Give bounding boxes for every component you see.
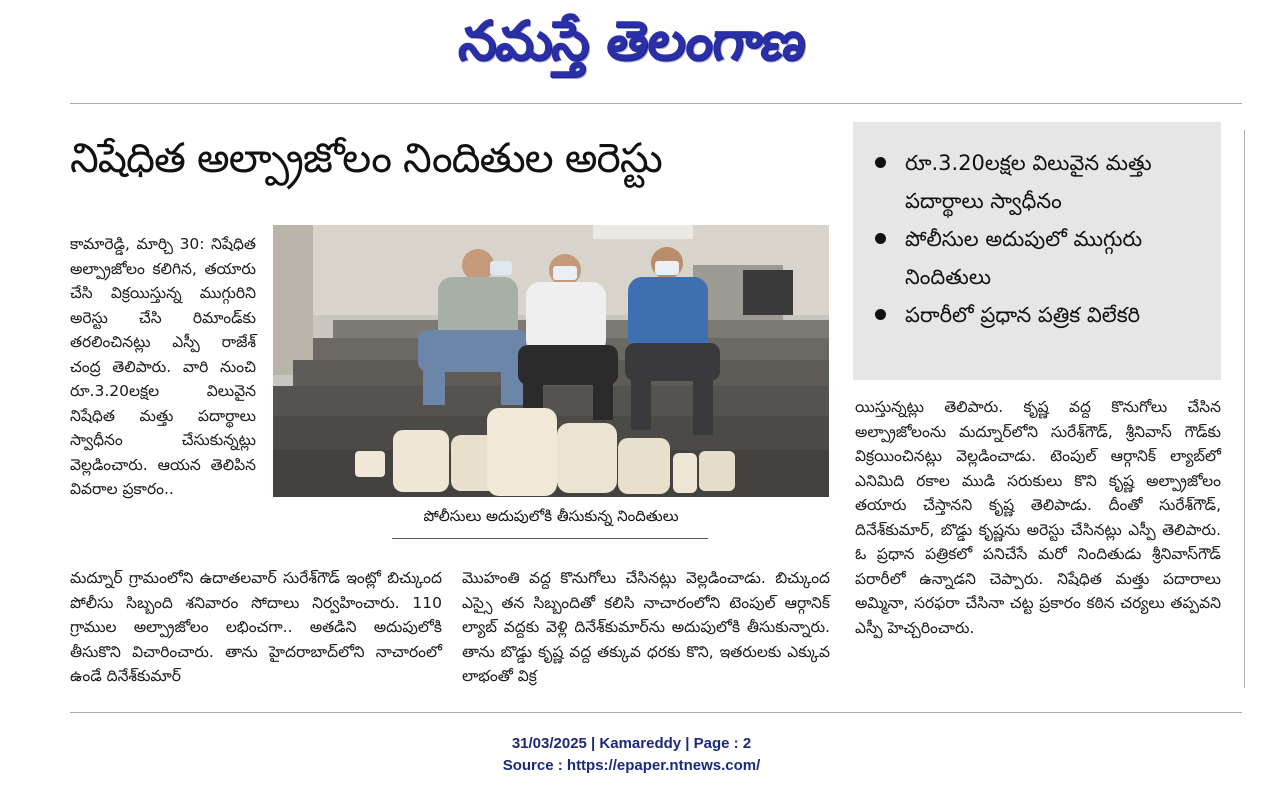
right-column-rule bbox=[1244, 130, 1245, 688]
column-1-top-text: కామారెడ్డి, మార్చి 30: నిషేధిత అల్ప్రాజోలం కలిగిన, తయారు చేసి విక్రయిస్తున్న ముగ్గురిని అరెస్టు చేసి రిమాండ్‌కు తరలించినట్లు ఎస్పీ రాజేశ్ చంద్ర తెలిపారు. వారి నుంచి రూ.3.20లక్షల విలువైన నిషేధిత మత్తు పదార్థాలు స్వాధీనం చేసుకున్నట్లు వెల్లడించారు. ఆయన తెలిపిన వివరాల ప్రకారం.. bbox=[70, 235, 256, 498]
highlight-text: పరారీలో ప్రధాన పత్రిక విలేకరి bbox=[905, 303, 1141, 327]
footer-date-edition-page: 31/03/2025 | Kamareddy | Page : 2 bbox=[511, 735, 752, 752]
column-2-text: మొహంతి వద్ద కొనుగోలు చేసినట్లు వెల్లడించాడు. బిచ్కుంద ఎస్సై తన సిబ్బందితో కలిసి నాచారంలోని టెంపుల్ ఆర్గానిక్ ల్యాబ్ వద్దకు వెళ్లి దినేశ్‌కుమార్‌ను అదుపులోకి తీసుకున్నారు. తాను బొడ్డు కృష్ణ వద్ద తక్కువ ధరకు కొని, ఇతరులకు ఎక్కువ లాభంతో విక్ర bbox=[462, 569, 830, 685]
bullet-icon bbox=[875, 157, 886, 168]
highlight-item bbox=[867, 144, 1211, 220]
bullet-icon bbox=[875, 309, 886, 320]
article-column-3 bbox=[855, 395, 1221, 640]
bottom-divider bbox=[70, 712, 1242, 713]
highlight-item bbox=[867, 220, 1211, 296]
article-column-2 bbox=[462, 566, 830, 689]
masthead bbox=[0, 0, 1263, 95]
caption-underline bbox=[392, 538, 708, 539]
photo-caption: పోలీసులు అదుపులోకి తీసుకున్న నిందితులు bbox=[423, 507, 679, 525]
article-column-1-bottom bbox=[70, 566, 442, 689]
article-column-1-top bbox=[70, 232, 256, 502]
bullet-icon bbox=[875, 233, 886, 244]
article-photo bbox=[273, 225, 829, 497]
highlights-box bbox=[853, 122, 1221, 380]
highlight-item bbox=[867, 296, 1211, 334]
top-divider bbox=[70, 103, 1242, 104]
newspaper-logo: నమస్తే తెలంగాణ bbox=[455, 9, 808, 72]
article-headline: నిషేధిత అల్ప్రాజోలం నిందితుల అరెస్టు bbox=[70, 134, 662, 182]
highlight-text: పోలీసుల అదుపులో ముగ్గురు నిందితులు bbox=[905, 227, 1143, 289]
footer-source-link[interactable]: Source : https://epaper.ntnews.com/ bbox=[502, 757, 761, 774]
photo-accused-on-steps-image bbox=[273, 225, 829, 497]
column-1-bottom-text: మద్నూర్ గ్రామంలోని ఉదాతలవార్ సురేశ్‌గౌడ్ ఇంట్లో బిచ్కుంద పోలీసు సిబ్బంది శనివారం సోదాలు నిర్వహించారు. 110 గ్రాముల అల్ప్రాజోలం లభించగా.. అతడిని అదుపులోకి తీసుకొని విచారించారు. తాను హైదరాబాద్‌లోని నాచారంలో ఉండే దినేశ్‌కుమార్ bbox=[70, 569, 442, 685]
page-footer bbox=[0, 733, 1263, 777]
column-3-text: యిస్తున్నట్లు తెలిపారు. కృష్ణ వద్ద కొనుగోలు చేసిన అల్ప్రాజోలంను మద్నూర్‌లోని సురేశ్‌గౌడ్, శ్రీనివాస్ గౌడ్‌కు విక్రయించినట్లు వెల్లడించాడు. టెంపుల్ ఆర్గానిక్ ల్యాబ్‌లో ఎనిమిది రకాల ముడి సరుకులు కొని కృష్ణ అల్ప్రాజోలం తయారు చేస్తానని కృష్ణ తెలిపాడు. దీంతో సురేశ్‌గౌడ్, దినేశ్‌కుమార్, బొడ్డు కృష్ణను అరెస్టు చేసినట్లు ఎస్పీ తెలిపారు. ఓ ప్రధాన పత్రికలో పనిచేసే మరో నిందితుడు శ్రీనివాస్‌గౌడ్ పరారీలో ఉన్నాడని చెప్పారు. నిషేధిత మత్తు పదారాలు అమ్మినా, సరఫరా చేసినా చట్ట ప్రకారం కఠిన చర్యలు తప్పవని ఎస్పీ హెచ్చరించారు. bbox=[855, 398, 1221, 637]
highlight-text: రూ.3.20లక్షల విలువైన మత్తు పదార్థాలు స్వాధీనం bbox=[905, 151, 1152, 213]
